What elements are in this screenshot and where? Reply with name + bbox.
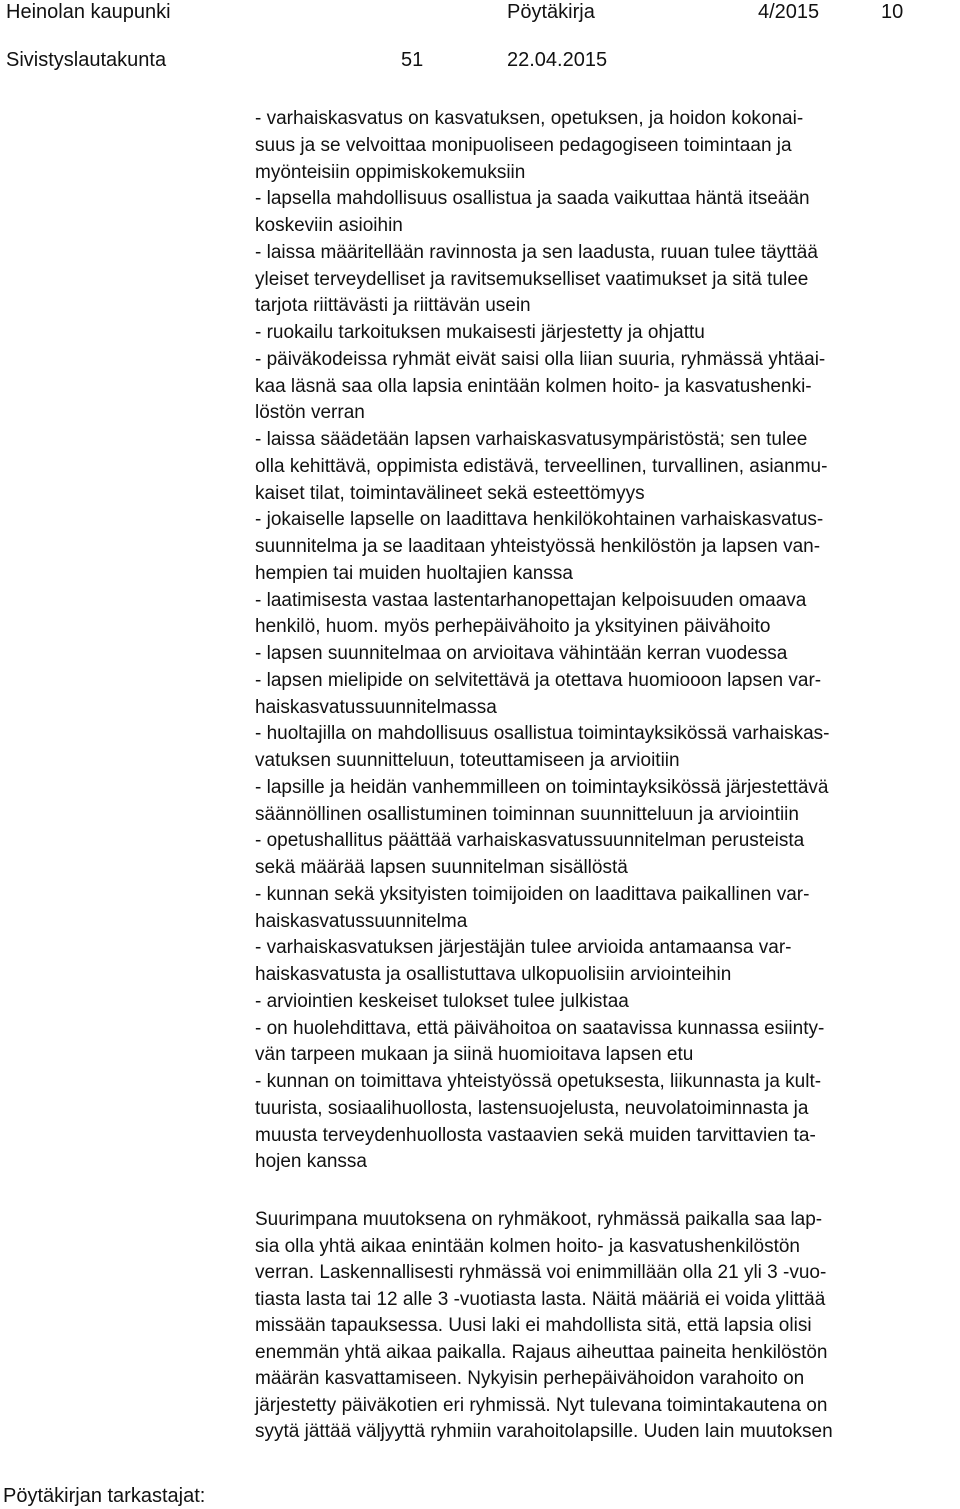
list-line: kaiset tilat, toimintavälineet sekä esteettömyys xyxy=(255,482,645,504)
list-line: vatuksen suunnitteluun, toteuttamiseen ja arvioitiin xyxy=(255,750,680,771)
list-line: hempien tai muiden huoltajien kanssa xyxy=(255,562,573,584)
list-line: haiskasvatussuunnitelma xyxy=(255,910,468,932)
list-line: - on huolehdittava, että päivähoitoa on saatavissa kunnassa esiinty- xyxy=(255,1017,825,1039)
summary-paragraph xyxy=(255,1207,957,1446)
document-type: Pöytäkirja xyxy=(507,1,595,23)
document-issue: 4/2015 xyxy=(758,1,820,23)
paragraph-line: määrän kasvattamiseen. Nykyisin perhepäivähoidon varahoito on xyxy=(255,1368,805,1389)
paragraph-line: enemmän yhtä aikaa paikalla. Rajaus aiheuttaa paineita henkilöstön xyxy=(255,1341,828,1363)
list-line: - huoltajilla on mahdollisuus osallistua toimintayksikössä varhaiskas- xyxy=(255,723,830,745)
list-line: - arviointien keskeiset tulokset tulee julkistaa xyxy=(255,990,629,1012)
list-line: - lapsella mahdollisuus osallistua ja saada vaikuttaa häntä itseään xyxy=(255,188,810,210)
list-line: - lapsille ja heidän vanhemmilleen on toimintayksikössä järjestettävä xyxy=(255,776,829,798)
list-line: - opetushallitus päättää varhaiskasvatussuunnitelman perusteista xyxy=(255,830,805,852)
paragraph-line: sia olla yhtä aikaa enintään kolmen hoito- ja kasvatushenkilöstön xyxy=(255,1235,800,1257)
list-line: yleiset terveydelliset ja ravitsemukselliset vaatimukset ja sitä tulee xyxy=(255,268,809,290)
list-line: myönteisiin oppimiskokemuksiin xyxy=(255,161,526,183)
paragraph-line: järjestetty päiväkotien eri ryhmissä. Nyt tulevana toimintakautena on xyxy=(255,1394,828,1416)
list-line: haiskasvatussuunnitelmassa xyxy=(255,696,497,718)
paragraph-line: verran. Laskennallisesti ryhmässä voi enimmillään olla 21 yli 3 -vuo- xyxy=(255,1262,827,1283)
list-line: koskeviin asioihin xyxy=(255,215,403,236)
list-line: löstön verran xyxy=(255,402,365,424)
list-line: kaa läsnä saa olla lapsia enintään kolmen hoito- ja kasvatushenki- xyxy=(255,375,812,397)
list-line: - jokaiselle lapselle on laadittava henkilökohtainen varhaiskasvatus- xyxy=(255,509,824,531)
list-line: - lapsen suunnitelmaa on arvioitava vähintään kerran vuodessa xyxy=(255,643,788,664)
list-line: - laissa määritellään ravinnosta ja sen laadusta, ruuan tulee täyttää xyxy=(255,241,818,263)
requirements-list xyxy=(255,106,957,1176)
minutes-reviewers-label: Pöytäkirjan tarkastajat: xyxy=(3,1485,206,1507)
list-line: - kunnan on toimittava yhteistyössä opetuksesta, liikunnasta ja kult- xyxy=(255,1071,822,1092)
section-number: 51 xyxy=(401,49,424,71)
list-line: suus ja se velvoittaa monipuoliseen pedagogiseen toimintaan ja xyxy=(255,134,792,156)
list-line: suunnitelma ja se laaditaan yhteistyössä henkilöstön ja lapsen van- xyxy=(255,536,821,557)
list-line: muusta terveydenhuollosta vastaavien sekä muiden tarvittavien ta- xyxy=(255,1124,816,1146)
list-line: - kunnan sekä yksityisten toimijoiden on laadittava paikallinen var- xyxy=(255,883,810,905)
list-line: olla kehittävä, oppimista edistävä, terveellinen, turvallinen, asianmu- xyxy=(255,455,828,477)
organization-name: Heinolan kaupunki xyxy=(6,1,171,23)
list-line: - päiväkodeissa ryhmät eivät saisi olla liian suuria, ryhmässä yhtäai- xyxy=(255,348,826,370)
list-line: tuurista, sosiaalihuollosta, lastensuojelusta, neuvolatoiminnasta ja xyxy=(255,1097,809,1119)
page-number: 10 xyxy=(881,1,904,23)
paragraph-line: missään tapauksessa. Uusi laki ei mahdollista sitä, että lapsia olisi xyxy=(255,1315,812,1336)
paragraph-line: tiasta lasta tai 12 alle 3 -vuotiasta lasta. Näitä määriä ei voida ylittää xyxy=(255,1288,826,1310)
list-line: hojen kanssa xyxy=(255,1151,367,1173)
list-line: - varhaiskasvatuksen järjestäjän tulee arvioida antamaansa var- xyxy=(255,937,792,959)
list-line: säännöllinen osallistuminen toiminnan suunnitteluun ja arviointiin xyxy=(255,803,799,825)
list-line: henkilö, huom. myös perhepäivähoito ja yksityinen päivähoito xyxy=(255,616,771,638)
list-line: - laatimisesta vastaa lastentarhanopettajan kelpoisuuden omaava xyxy=(255,589,807,611)
list-line: tarjota riittävästi ja riittävän usein xyxy=(255,295,531,317)
list-line: - varhaiskasvatus on kasvatuksen, opetuksen, ja hoidon kokonai- xyxy=(255,108,804,129)
committee-name: Sivistyslautakunta xyxy=(6,49,167,71)
list-line: - ruokailu tarkoituksen mukaisesti järjestetty ja ohjattu xyxy=(255,322,705,343)
list-line: sekä määrää lapsen suunnitelman sisällöstä xyxy=(255,857,628,878)
meeting-date: 22.04.2015 xyxy=(507,49,608,71)
paragraph-line: syytä jättää väljyyttä ryhmiin varahoitolapsille. Uuden lain muutoksen xyxy=(255,1421,833,1442)
paragraph-line: Suurimpana muutoksena on ryhmäkoot, ryhmässä paikalla saa lap- xyxy=(255,1209,823,1230)
list-line: - laissa säädetään lapsen varhaiskasvatusympäristöstä; sen tulee xyxy=(255,429,808,450)
list-line: - lapsen mielipide on selvitettävä ja otettava huomiooon lapsen var- xyxy=(255,669,822,691)
list-line: haiskasvatusta ja osallistuttava ulkopuolisiin arviointeihin xyxy=(255,964,732,985)
list-line: vän tarpeen mukaan ja siinä huomioitava lapsen etu xyxy=(255,1044,694,1066)
